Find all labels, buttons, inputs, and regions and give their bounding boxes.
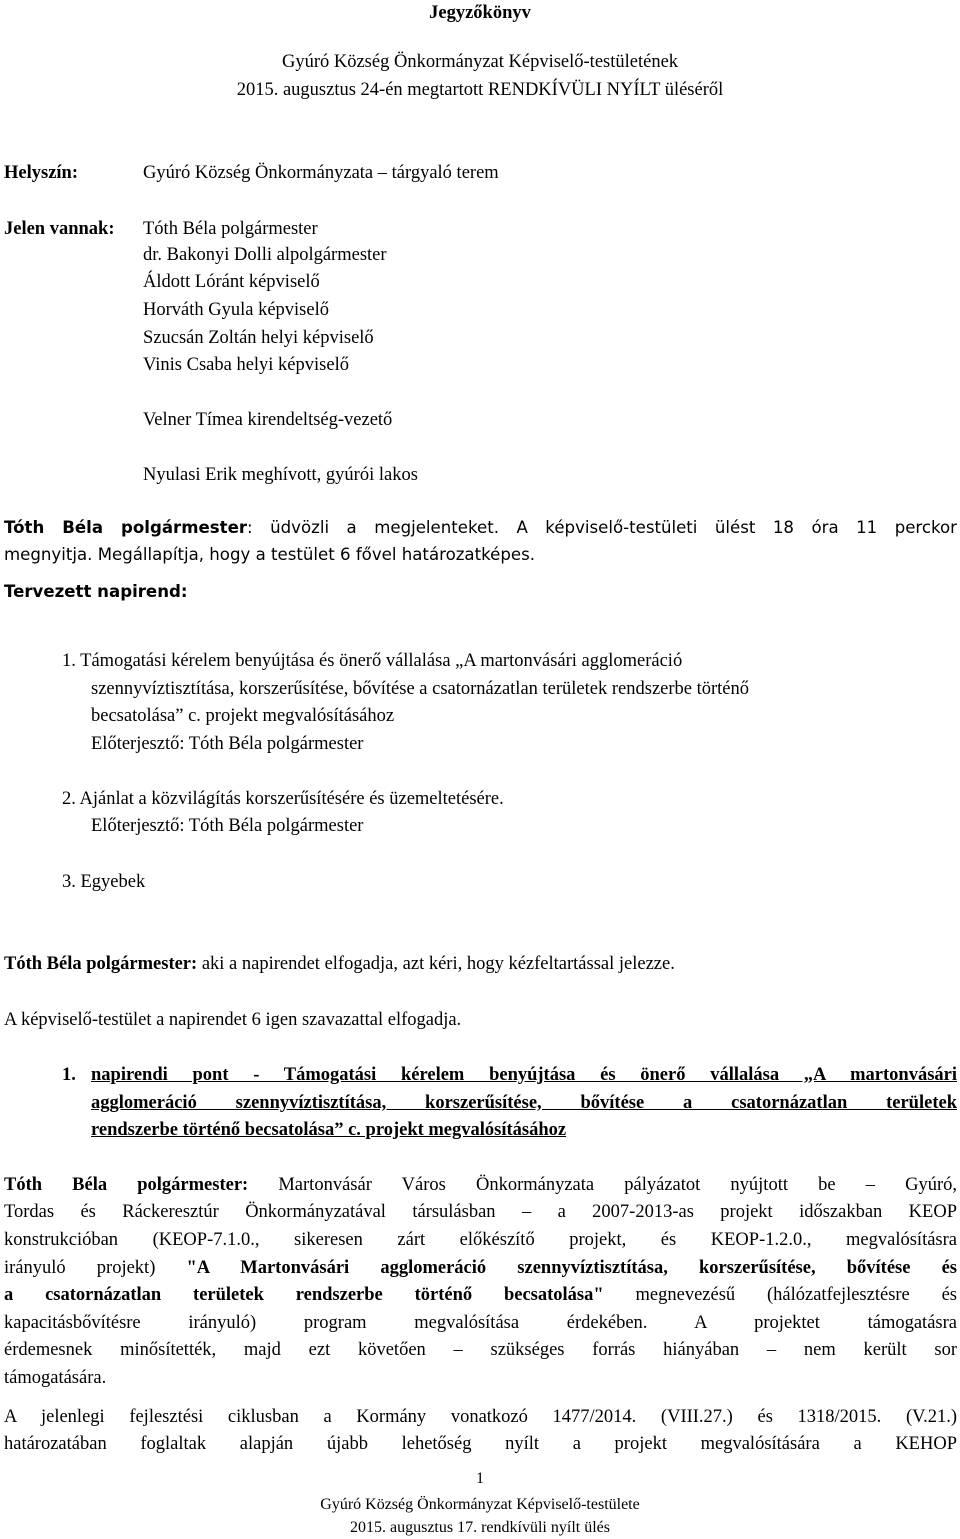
section-number: 1. xyxy=(62,1065,76,1085)
paragraph-line: Tóth Béla polgármester: Martonvásár Város Önkormányzata pályázatot nyújtott be – Gyúró, xyxy=(4,1175,957,1195)
speaker-name: Tóth Béla polgármester xyxy=(4,518,248,537)
location-label: Helyszín: xyxy=(4,163,78,183)
paragraph-line: kapacitásbővítésre irányuló) program megvalósítása érdekében. A projektet támogatásra xyxy=(4,1313,957,1333)
agenda-item-1-presenter: Előterjesztő: Tóth Béla polgármester xyxy=(91,734,364,754)
paragraph-line: A jelenlegi fejlesztési ciklusban a Kormány vonatkozó 1477/2014. (VIII.27.) és 1318/2015. (V.21.) xyxy=(4,1407,957,1427)
document-subtitle: Gyúró Község Önkormányzat Képviselő-testületének xyxy=(281,52,679,72)
agenda-heading: Tervezett napirend: xyxy=(4,582,188,601)
paragraph-line: irányuló projekt) "A Martonvásári agglomeráció szennyvíztisztítása, korszerűsítése, bővítése és xyxy=(4,1258,957,1278)
footer-line: 2015. augusztus 17. rendkívüli nyílt ülés xyxy=(350,1519,610,1536)
section-heading-line: agglomeráció szennyvíztisztítása, korszerűsítése, bővítése a csatornázatlan területek xyxy=(91,1093,957,1113)
attendee: Tóth Béla polgármester xyxy=(143,219,318,239)
attendee: dr. Bakonyi Dolli alpolgármester xyxy=(143,245,387,265)
agenda-item-2-presenter: Előterjesztő: Tóth Béla polgármester xyxy=(91,816,364,836)
vote-result: A képviselő-testület a napirendet 6 igen szavazattal elfogadja. xyxy=(4,1010,462,1030)
location-value: Gyúró Község Önkormányzata – tárgyaló terem xyxy=(143,163,499,183)
agenda-item-1-line: becsatolása” c. projekt megvalósításához xyxy=(91,706,395,726)
document-title: Jegyzőkönyv xyxy=(429,3,531,23)
attendee: Horváth Gyula képviselő xyxy=(143,300,329,320)
paragraph-line: Tordas és Ráckeresztúr Önkormányzatával társulásban – a 2007-2013-as projekt időszakban KEOP xyxy=(4,1202,957,1222)
agenda-item-2: 2. Ajánlat a közvilágítás korszerűsítésére és üzemeltetésére. xyxy=(62,789,504,809)
staff-attendee: Velner Tímea kirendeltség-vezető xyxy=(143,410,393,430)
attendee: Vinis Csaba helyi képviselő xyxy=(143,355,349,375)
agenda-item-1-line: szennyvíztisztítása, korszerűsítése, bővítése a csatornázatlan területek rendszerbe történő xyxy=(91,679,750,699)
speaker-name: Tóth Béla polgármester: xyxy=(4,1175,249,1195)
paragraph-line: konstrukcióban (KEOP-7.1.0., sikeresen zárt előkészítő projekt, és KEOP-1.2.0., megvalósításra xyxy=(4,1230,957,1250)
paragraph-line: érdemesnek minősítették, majd ezt követően – szükséges forrás hiányában – nem került sor xyxy=(4,1340,957,1360)
agenda-item-3: 3. Egyebek xyxy=(62,872,146,892)
vote-request: Tóth Béla polgármester: aki a napirendet elfogadja, azt kéri, hogy kézfeltartással jelezze. xyxy=(4,954,675,974)
paragraph-line: támogatására. xyxy=(4,1368,107,1388)
speaker-name: Tóth Béla polgármester: xyxy=(4,954,198,974)
opening-line-1: Tóth Béla polgármester: üdvözli a megjelenteket. A képviselő-testületi ülést 18 óra 11 perckor xyxy=(4,518,958,537)
section-heading-line: rendszerbe történő becsatolása” c. projekt megvalósításához xyxy=(91,1120,567,1140)
paragraph-line: a csatornázatlan területek rendszerbe történő becsatolása" megnevezésű (hálózatfejlesztésre és xyxy=(4,1285,958,1305)
opening-line-2: megnyitja. Megállapítja, hogy a testület 6 fővel határozatképes. xyxy=(4,545,535,564)
attendees-label: Jelen vannak: xyxy=(4,219,115,239)
page-number: 1 xyxy=(476,1470,484,1487)
attendee: Szucsán Zoltán helyi képviselő xyxy=(143,328,374,348)
agenda-item-1: 1. Támogatási kérelem benyújtása és önerő vállalása „A martonvásári agglomeráció xyxy=(62,651,683,671)
footer-line: Gyúró Község Önkormányzat Képviselő-testülete xyxy=(320,1496,640,1513)
attendee: Áldott Lóránt képviselő xyxy=(143,272,320,292)
guest-attendee: Nyulasi Erik meghívott, gyúrói lakos xyxy=(143,465,418,485)
meeting-date: 2015. augusztus 24-én megtartott RENDKÍVÜLI NYÍLT üléséről xyxy=(236,80,724,100)
paragraph-line: határozatában foglaltak alapján újabb lehetőség nyílt a projekt megvalósítására a KEHOP xyxy=(4,1434,957,1454)
section-heading: napirendi pont - Támogatási kérelem benyújtása és önerő vállalása „A martonvásári xyxy=(91,1065,957,1085)
